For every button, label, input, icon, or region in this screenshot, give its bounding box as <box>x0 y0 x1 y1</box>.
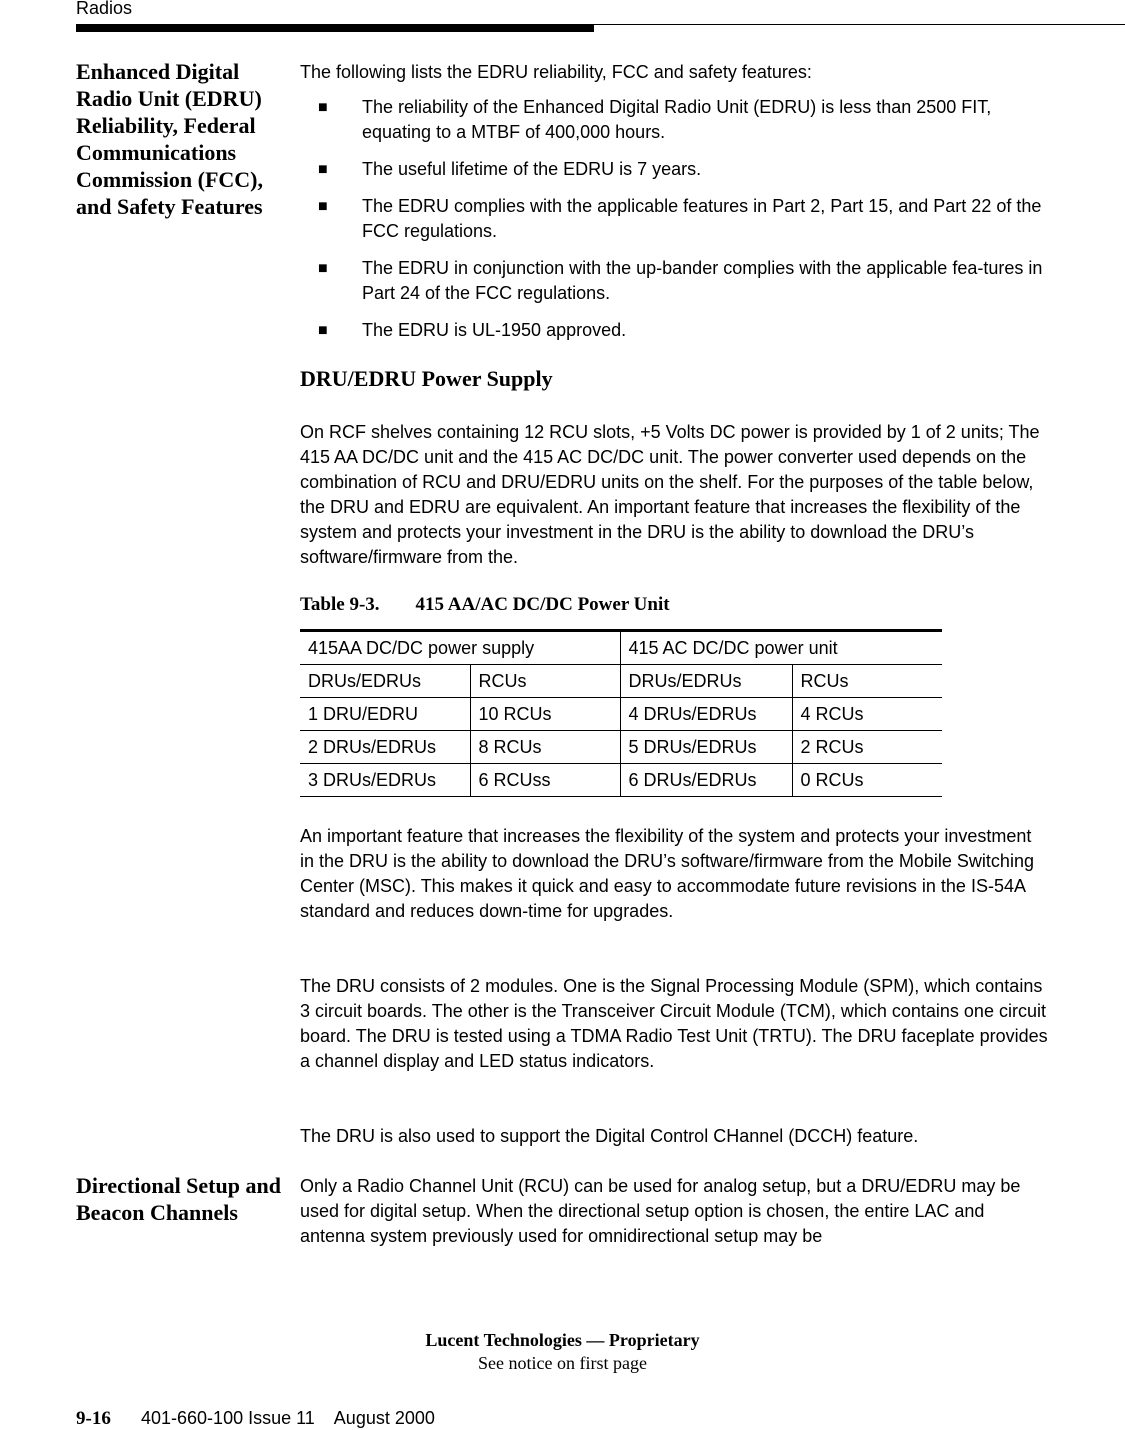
table-row <box>300 698 942 731</box>
table-column-header: DRUs/EDRUs <box>300 665 470 698</box>
table-group-header: 415AA DC/DC power supply <box>300 631 620 665</box>
body-paragraph: The DRU is also used to support the Digital Control CHannel (DCCH) feature. <box>300 1126 919 1146</box>
table-row <box>300 731 942 764</box>
table-column-header: RCUs <box>470 665 620 698</box>
table-cell: 3 DRUs/EDRUs <box>300 764 470 797</box>
table-cell: 10 RCUs <box>470 698 620 731</box>
square-bullet-icon: ■ <box>318 260 328 277</box>
directional-setup-paragraph: Only a Radio Channel Unit (RCU) can be used for analog setup, but a DRU/EDRU may be used for digital setup. When the directional setup option is chosen, the entire LAC and antenna system previously used for omnidirectional setup may be <box>300 1176 1021 1246</box>
document-info: 401-660-100 Issue 11 August 2000 <box>141 1408 435 1428</box>
table-group-header-row <box>300 631 942 665</box>
footer-notice: See notice on first page <box>478 1353 647 1373</box>
table-cell: 1 DRU/EDRU <box>300 698 470 731</box>
table-cell: 8 RCUs <box>470 731 620 764</box>
feature-list <box>300 95 1060 355</box>
list-item: ■ The useful lifetime of the EDRU is 7 years. <box>300 157 1060 182</box>
section-intro: The following lists the EDRU reliability, FCC and safety features: <box>300 62 812 82</box>
square-bullet-icon: ■ <box>318 99 328 116</box>
running-header: Radios <box>76 0 133 18</box>
table-cell: 4 RCUs <box>792 698 942 731</box>
table-caption <box>300 594 670 616</box>
table-cell: 6 DRUs/EDRUs <box>620 764 792 797</box>
table-caption-number: Table 9-3. <box>300 594 380 615</box>
page-number: 9-16 <box>76 1408 111 1429</box>
table-caption-title: 415 AA/AC DC/DC Power Unit <box>415 594 670 615</box>
table-cell: 0 RCUs <box>792 764 942 797</box>
body-paragraph: An important feature that increases the flexibility of the system and protects your investment in the DRU is the ability to download the DRU’s software/firmware from the Mobile Switching Center (MSC). This makes it quick and easy to accommodate future revisions in the IS-54A standard and reduces down-time for upgrades. <box>300 826 1034 921</box>
section-heading-directional-setup: Directional Setup and Beacon Channels <box>76 1173 281 1225</box>
square-bullet-icon: ■ <box>318 161 328 178</box>
header-rule-thick <box>76 25 594 32</box>
table-cell: 2 RCUs <box>792 731 942 764</box>
square-bullet-icon: ■ <box>318 198 328 215</box>
square-bullet-icon: ■ <box>318 322 328 339</box>
body-paragraph: The DRU consists of 2 modules. One is the Signal Processing Module (SPM), which contains 3 circuit boards. The other is the Transceiver Circuit Module (TCM), which contains one circuit board. The DRU is tested using a TDMA Radio Test Unit (TRTU). The DRU faceplate provides a channel display and LED status indicators. <box>300 976 1048 1071</box>
table-column-header: RCUs <box>792 665 942 698</box>
table-row <box>300 764 942 797</box>
list-item: ■ The EDRU complies with the applicable features in Part 2, Part 15, and Part 22 of the FCC regulations. <box>318 196 1042 241</box>
table-group-header: 415 AC DC/DC power unit <box>620 631 942 665</box>
table-cell: 6 RCUss <box>470 764 620 797</box>
table-cell: 2 DRUs/EDRUs <box>300 731 470 764</box>
table-cell: 5 DRUs/EDRUs <box>620 731 792 764</box>
footer-company: Lucent Technologies — Proprietary <box>425 1330 700 1350</box>
table-cell: 4 DRUs/EDRUs <box>620 698 792 731</box>
table-header-row <box>300 665 942 698</box>
list-item: ■ The EDRU is UL-1950 approved. <box>300 318 1060 343</box>
power-supply-paragraph: On RCF shelves containing 12 RCU slots, +5 Volts DC power is provided by 1 of 2 units; The 415 AA DC/DC unit and the 415 AC DC/DC unit. The power converter used depends on the combination of RCU and DRU/EDRU units on the shelf. For the purposes of the table below, the DRU and EDRU are equivalent. An important feature that increases the flexibility of the system and protects your investment in the DRU is the ability to download the DRU’s software/firmware from the. <box>300 422 1040 567</box>
list-item: ■ The reliability of the Enhanced Digital Radio Unit (EDRU) is less than 2500 FIT, equating to a MTBF of 400,000 hours. <box>318 97 992 142</box>
section-heading-edru-reliability: Enhanced Digital Radio Unit (EDRU) Reliability, Federal Communications Commission (FCC), and Safety Features <box>76 59 263 219</box>
power-unit-table <box>300 629 942 797</box>
table-column-header: DRUs/EDRUs <box>620 665 792 698</box>
list-item: ■ The EDRU in conjunction with the up-bander complies with the applicable fea-tures in Part 24 of the FCC regulations. <box>318 258 1043 303</box>
subsection-heading-power-supply: DRU/EDRU Power Supply <box>300 366 553 391</box>
